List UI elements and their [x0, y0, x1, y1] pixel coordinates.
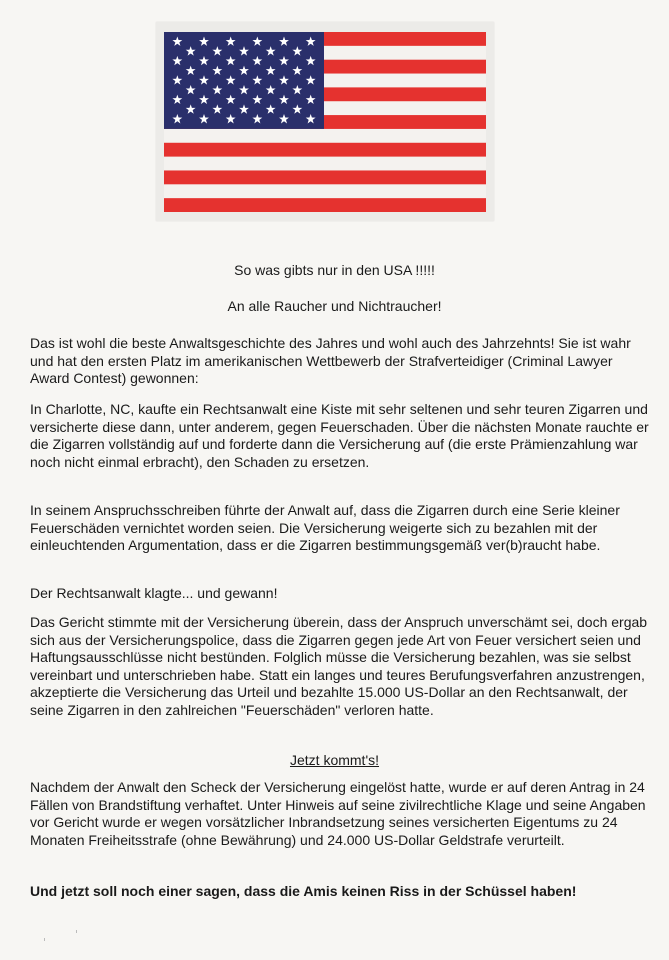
jetzt-kommts-heading: Jetzt kommt's!	[289, 752, 380, 768]
flag-stripe	[164, 198, 486, 212]
flag-stripe	[164, 129, 486, 143]
scan-speck	[76, 930, 77, 933]
flag-stripe	[164, 157, 486, 171]
flag-stripe	[164, 143, 486, 157]
paragraph-intro: Das ist wohl die beste Anwaltsgeschichte des Jahres und wohl auch des Jahrzehnts! Sie ist wahr und hat den ersten Platz im amerikanischen Wettbewerb der Strafverteidiger (Criminal Lawyer Award Contest) gewonnen:	[30, 335, 631, 387]
headline: So was gibts nur in den USA !!!!!	[234, 262, 435, 278]
paragraph-lawsuit: Der Rechtsanwalt klagte... und gewann!	[30, 585, 278, 601]
subheadline: An alle Raucher und Nichtraucher!	[227, 298, 442, 314]
usa-flag-icon	[164, 32, 486, 212]
flag-image	[156, 22, 494, 221]
paragraph-claim: In seinem Anspruchsschreiben führte der Anwalt auf, dass die Zigarren durch eine Serie kleiner Feuerschäden vernichtet worden seien. Die Versicherung weigerte sich zu bezahlen mit der einleuchtenden Argumentation, dass er die Zigarren bestimmungsgemäß ver(b)raucht habe.	[30, 502, 620, 554]
paragraph-arrest: Nachdem der Anwalt den Scheck der Versicherung eingelöst hatte, wurde er auf deren Antrag in 24 Fällen von Brandstiftung verhaftet. Unter Hinweis auf seine zivilrechtliche Klage und seine Angaben vor Gericht wurde er wegen vorsätzlicher Inbrandsetzung seines versicherten Eigentums zu 24 Monaten Freiheitsstrafe (ohne Bewährung) und 24.000 US-Dollar Geldstrafe verurteilt.	[30, 779, 646, 848]
scan-speck	[44, 938, 45, 941]
flag-stripe	[164, 184, 486, 198]
flag-stripe	[164, 170, 486, 184]
paragraph-court: Das Gericht stimmte mit der Versicherung überein, dass der Anspruch unverschämt sei, doch ergab sich aus der Versicherungspolice, dass die Zigarren gegen jede Art von Feuer versichert seien und Haftungsausschlüsse nicht bestünden. Folglich müsse die Versicherung bezahlen, was sie selbst vereinbart und unterschrieben habe. Statt ein langes und teures Berufungsverfahren anzustrengen, akzeptierte die Versicherung das Urteil und bezahlte 15.000 US-Dollar an den Rechtsanwalt, der seine Zigarren in den zahlreichen "Feuerschäden" verloren hatte.	[30, 614, 648, 718]
paragraph-story: In Charlotte, NC, kaufte ein Rechtsanwalt eine Kiste mit sehr seltenen und sehr teuren Zigarren und versicherte diese dann, unter anderem, gegen Feuerschaden. Über die nächsten Monate rauchte er die Zigarren vollständig auf und forderte dann die Versicherung auf (die erste Prämienzahlung war noch nicht einmal erbracht), den Schaden zu ersetzen.	[30, 401, 649, 470]
closing-statement: Und jetzt soll noch einer sagen, dass die Amis keinen Riss in der Schüssel haben!	[30, 883, 577, 899]
